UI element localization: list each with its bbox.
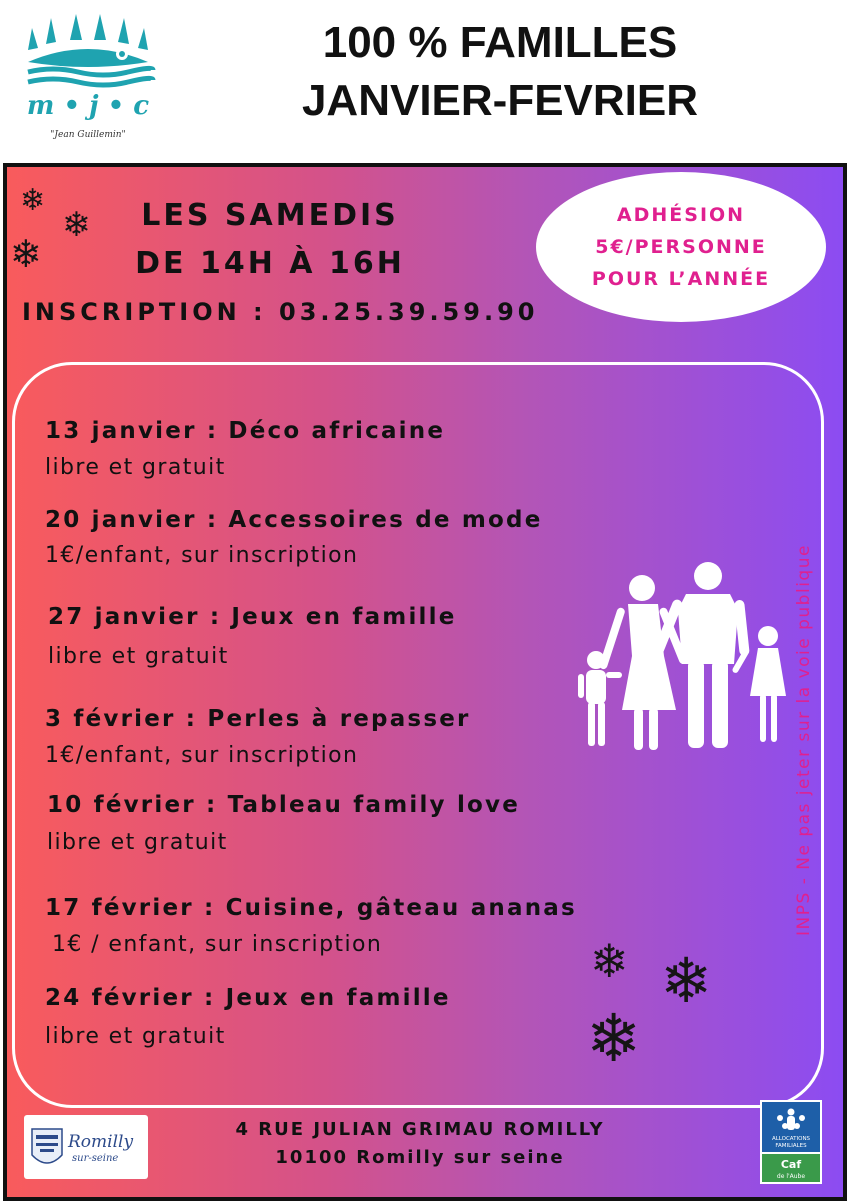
caf-line-2: FAMILIALES xyxy=(775,1143,807,1149)
address-street: 4 RUE JULIAN GRIMAU ROMILLY xyxy=(235,1119,605,1140)
caf-line-1: ALLOCATIONS xyxy=(771,1136,811,1142)
event-detail: libre et gratuit xyxy=(45,1024,226,1049)
event-title: 17 février : Cuisine, gâteau ananas xyxy=(45,895,577,921)
event-detail: 1€ / enfant, sur inscription xyxy=(52,932,383,957)
schedule-hours: DE 14H À 16H xyxy=(135,246,405,281)
snowflake-icon: ❄ xyxy=(590,934,629,988)
event-title: 27 janvier : Jeux en famille xyxy=(48,604,457,630)
event-title: 3 février : Perles à repasser xyxy=(45,706,471,732)
schedule-heading xyxy=(100,192,440,288)
event-detail: 1€/enfant, sur inscription xyxy=(45,743,359,768)
adhesion-line-1: ADHÉSION xyxy=(616,204,746,226)
caf-logo xyxy=(760,1100,822,1184)
title-line-2: JANVIER-FEVRIER xyxy=(301,76,699,125)
event-title: 13 janvier : Déco africaine xyxy=(45,418,446,444)
adhesion-line-2: 5€/PERSONNE xyxy=(595,236,767,258)
snowflake-icon: ❄ xyxy=(660,944,712,1017)
legal-note-text: INPS - Ne pas jeter sur la voie publique xyxy=(794,544,814,936)
mjc-logo xyxy=(18,10,158,150)
page-title xyxy=(215,14,785,130)
adhesion-line-3: POUR L’ANNÉE xyxy=(591,268,771,290)
romilly-crest xyxy=(24,1115,148,1179)
title-line-1: 100 % FAMILLES xyxy=(322,18,678,67)
event-detail: libre et gratuit xyxy=(47,830,228,855)
event-title: 20 janvier : Accessoires de mode xyxy=(45,507,543,533)
event-detail: libre et gratuit xyxy=(45,455,226,480)
logo-tagline: "Jean Guillemin" xyxy=(50,130,126,140)
event-title: 10 février : Tableau family love xyxy=(47,792,521,818)
romilly-logo xyxy=(24,1115,148,1179)
snowflake-icon: ❄ xyxy=(62,205,91,245)
snowflake-icon: ❄ xyxy=(586,1000,642,1077)
inscription-phone: INSCRIPTION : 03.25.39.59.90 xyxy=(22,298,539,326)
snowflake-icon: ❄ xyxy=(10,232,42,276)
mjc-letters: m • j • c xyxy=(26,91,150,121)
address-city: 10100 Romilly sur seine xyxy=(275,1147,565,1168)
adhesion-badge xyxy=(536,172,826,322)
address xyxy=(200,1116,640,1172)
family-silhouette xyxy=(578,560,788,760)
snowflake-icon: ❄ xyxy=(20,183,46,218)
caf-line-4: de l'Aube xyxy=(776,1173,806,1180)
romilly-sub: sur-seine xyxy=(72,1153,119,1164)
romilly-name: Romilly xyxy=(68,1132,134,1152)
event-detail: libre et gratuit xyxy=(48,644,229,669)
schedule-days: LES SAMEDIS xyxy=(141,198,399,233)
event-detail: 1€/enfant, sur inscription xyxy=(45,543,359,568)
caf-line-3: Caf xyxy=(780,1158,802,1171)
event-title: 24 février : Jeux en famille xyxy=(45,985,451,1011)
